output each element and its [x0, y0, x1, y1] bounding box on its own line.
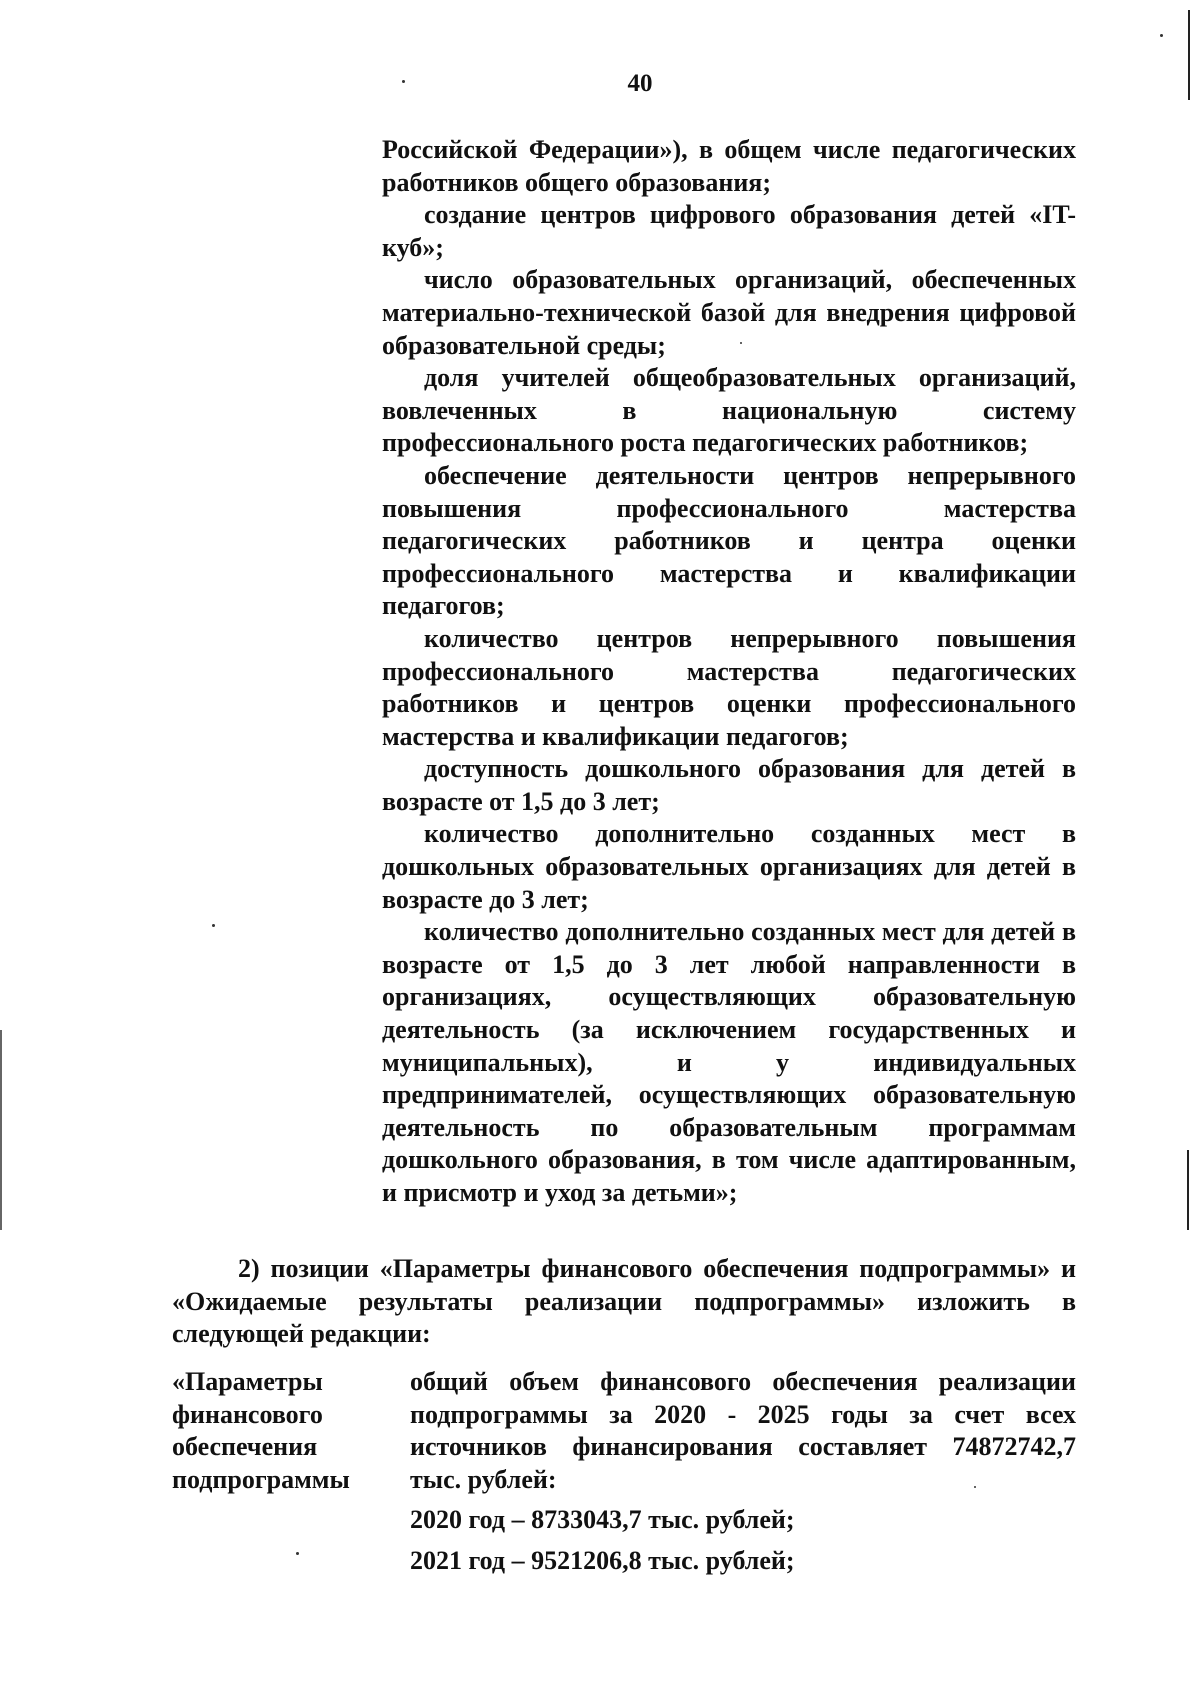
- left-margin-line: [0, 1030, 2, 1230]
- params-label-line: подпрограммы: [172, 1464, 350, 1494]
- scan-speck: [402, 80, 405, 83]
- right-margin-line: [1188, 10, 1190, 100]
- scan-speck: [296, 1552, 299, 1555]
- amendment-paragraph: 2) позиции «Параметры финансового обеспечения подпрограммы» и «Ожидаемые результаты реализации подпрограммы» изложить в следующей редакции:: [172, 1254, 1076, 1349]
- list-item: количество центров непрерывного повышения профессионального мастерства педагогических работников и центров оценки профессионального мастерства и квалификации педагогов;: [382, 623, 1076, 751]
- params-label: [172, 1366, 372, 1496]
- list-item: число образовательных организаций, обеспеченных материально-технической базой для внедрения цифровой образовательной среды;: [382, 265, 1076, 360]
- list-item: обеспечение деятельности центров непрерывного повышения профессионального мастерства педагогических работников и центра оценки профессионального мастерства и квалификации педагогов;: [382, 460, 1076, 621]
- params-year-line: 2020 год – 8733043,7 тыс. рублей;: [410, 1505, 795, 1535]
- scan-speck: [212, 924, 215, 927]
- params-content: [410, 1366, 1076, 1578]
- right-margin-line: [1187, 1150, 1189, 1230]
- params-total: общий объем финансового обеспечения реализации подпрограммы за 2020 - 2025 годы за счет всех источников финансирования составляет 74872742,7 тыс. рублей:: [410, 1367, 1076, 1494]
- list-item: количество дополнительно созданных мест для детей в возрасте от 1,5 до 3 лет любой направленности в организациях, осуществляющих образовательную деятельность (за исключением государственных и муниципальных), и у индивидуальных предпринимателей, осуществляющих образовательную деятельность по образовательным программам дошкольного образования, в том числе адаптированным, и присмотр и уход за детьми»;: [382, 917, 1076, 1207]
- list-item: создание центров цифрового образования детей «IT-куб»;: [382, 200, 1076, 262]
- params-label-line: «Параметры: [172, 1367, 323, 1396]
- params-year-line: 2021 год – 9521206,8 тыс. рублей;: [410, 1545, 795, 1575]
- params-label-line: обеспечения: [172, 1432, 318, 1462]
- scan-speck: [740, 342, 742, 344]
- scan-speck: [1160, 34, 1163, 37]
- scan-speck: [974, 1486, 976, 1488]
- page-number: 40: [627, 70, 653, 97]
- list-items-block: [382, 134, 1076, 1210]
- list-item: Российской Федерации»), в общем числе педагогических работников общего образования;: [382, 135, 1076, 197]
- list-item: доля учителей общеобразовательных организаций, вовлеченных в национальную систему профессионального роста педагогических работников;: [382, 363, 1076, 458]
- list-item: количество дополнительно созданных мест в дошкольных образовательных организациях для детей в возрасте до 3 лет;: [382, 819, 1076, 914]
- params-label-line: финансового: [172, 1399, 323, 1429]
- list-item: доступность дошкольного образования для детей в возрасте от 1,5 до 3 лет;: [382, 754, 1076, 816]
